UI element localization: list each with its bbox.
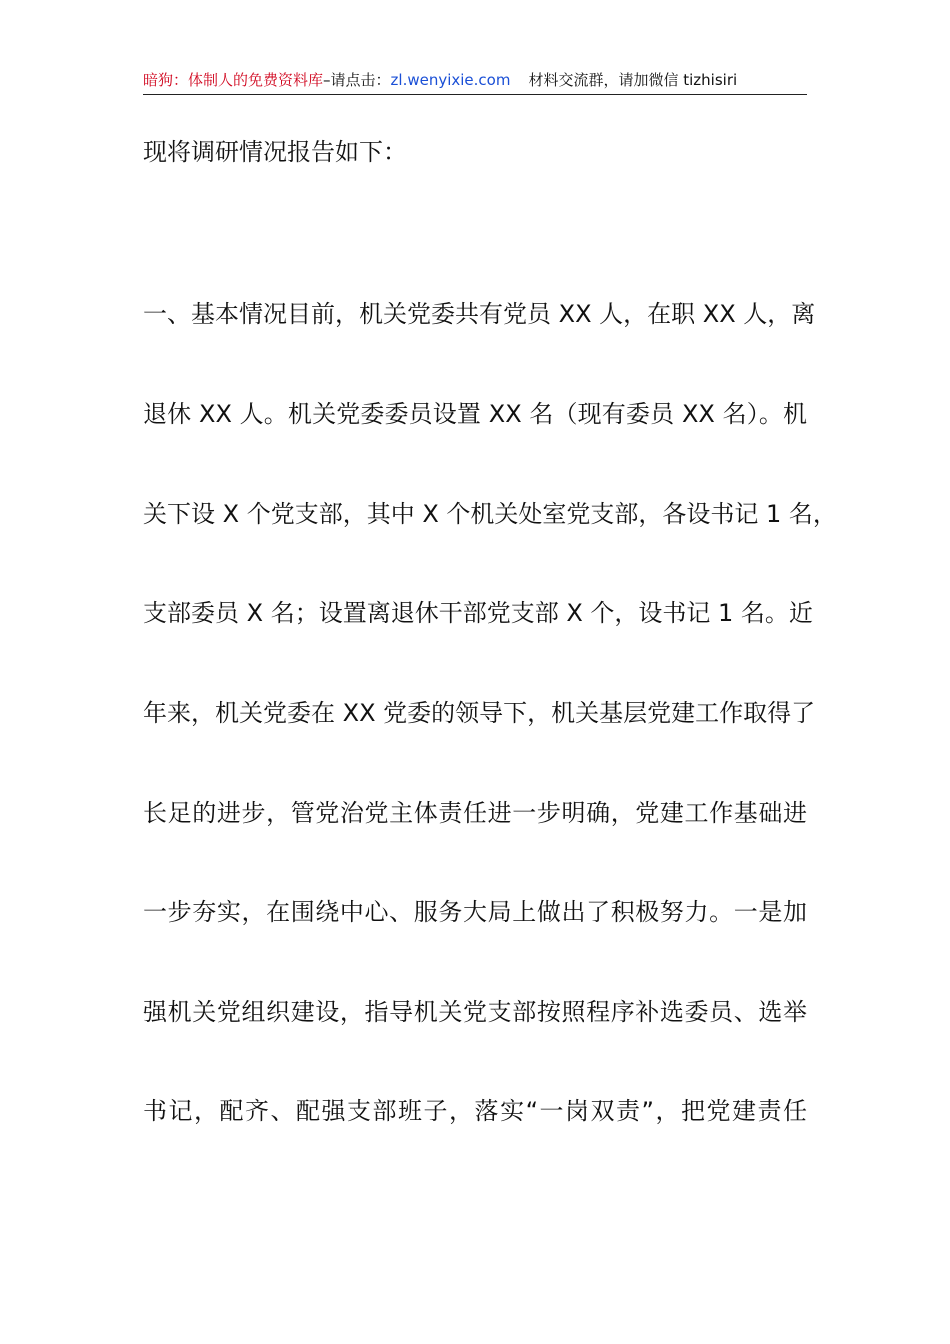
header-link[interactable]: zl.wenyixie.com [390,71,511,89]
body-line-8: 强机关党组织建设，指导机关党支部按照程序补选委员、选举 [143,998,807,1026]
body-line-6: 长足的进步，管党治党主体责任进一步明确，党建工作基础进 [143,799,807,827]
body-line-3: 关下设 X 个党支部，其中 X 个机关处室党支部，各设书记 1 名， [143,500,837,528]
body-line-9: 书记，配齐、配强支部班子，落实“一岗双责”，把党建责任 [143,1097,807,1125]
body-line-4: 支部委员 X 名；设置离退休干部党支部 X 个，设书记 1 名。近 [143,599,813,627]
body-line-5: 年来，机关党委在 XX 党委的领导下，机关基层党建工作取得了 [143,699,816,727]
header-prompt: –请点击： [323,71,391,89]
page-header [143,68,807,95]
header-contact: 材料交流群，请加微信 tizhisiri [528,71,738,89]
body-line-2: 退休 XX 人。机关党委委员设置 XX 名（现有委员 XX 名）。机 [143,400,807,428]
header-brand: 暗狗：体制人的免费资料库 [143,71,324,89]
intro-line: 现将调研情况报告如下： [143,138,407,166]
body-line-1: 一、基本情况目前，机关党委共有党员 XX 人，在职 XX 人，离 [143,300,816,328]
body-line-7: 一步夯实，在围绕中心、服务大局上做出了积极努力。一是加 [143,898,807,926]
